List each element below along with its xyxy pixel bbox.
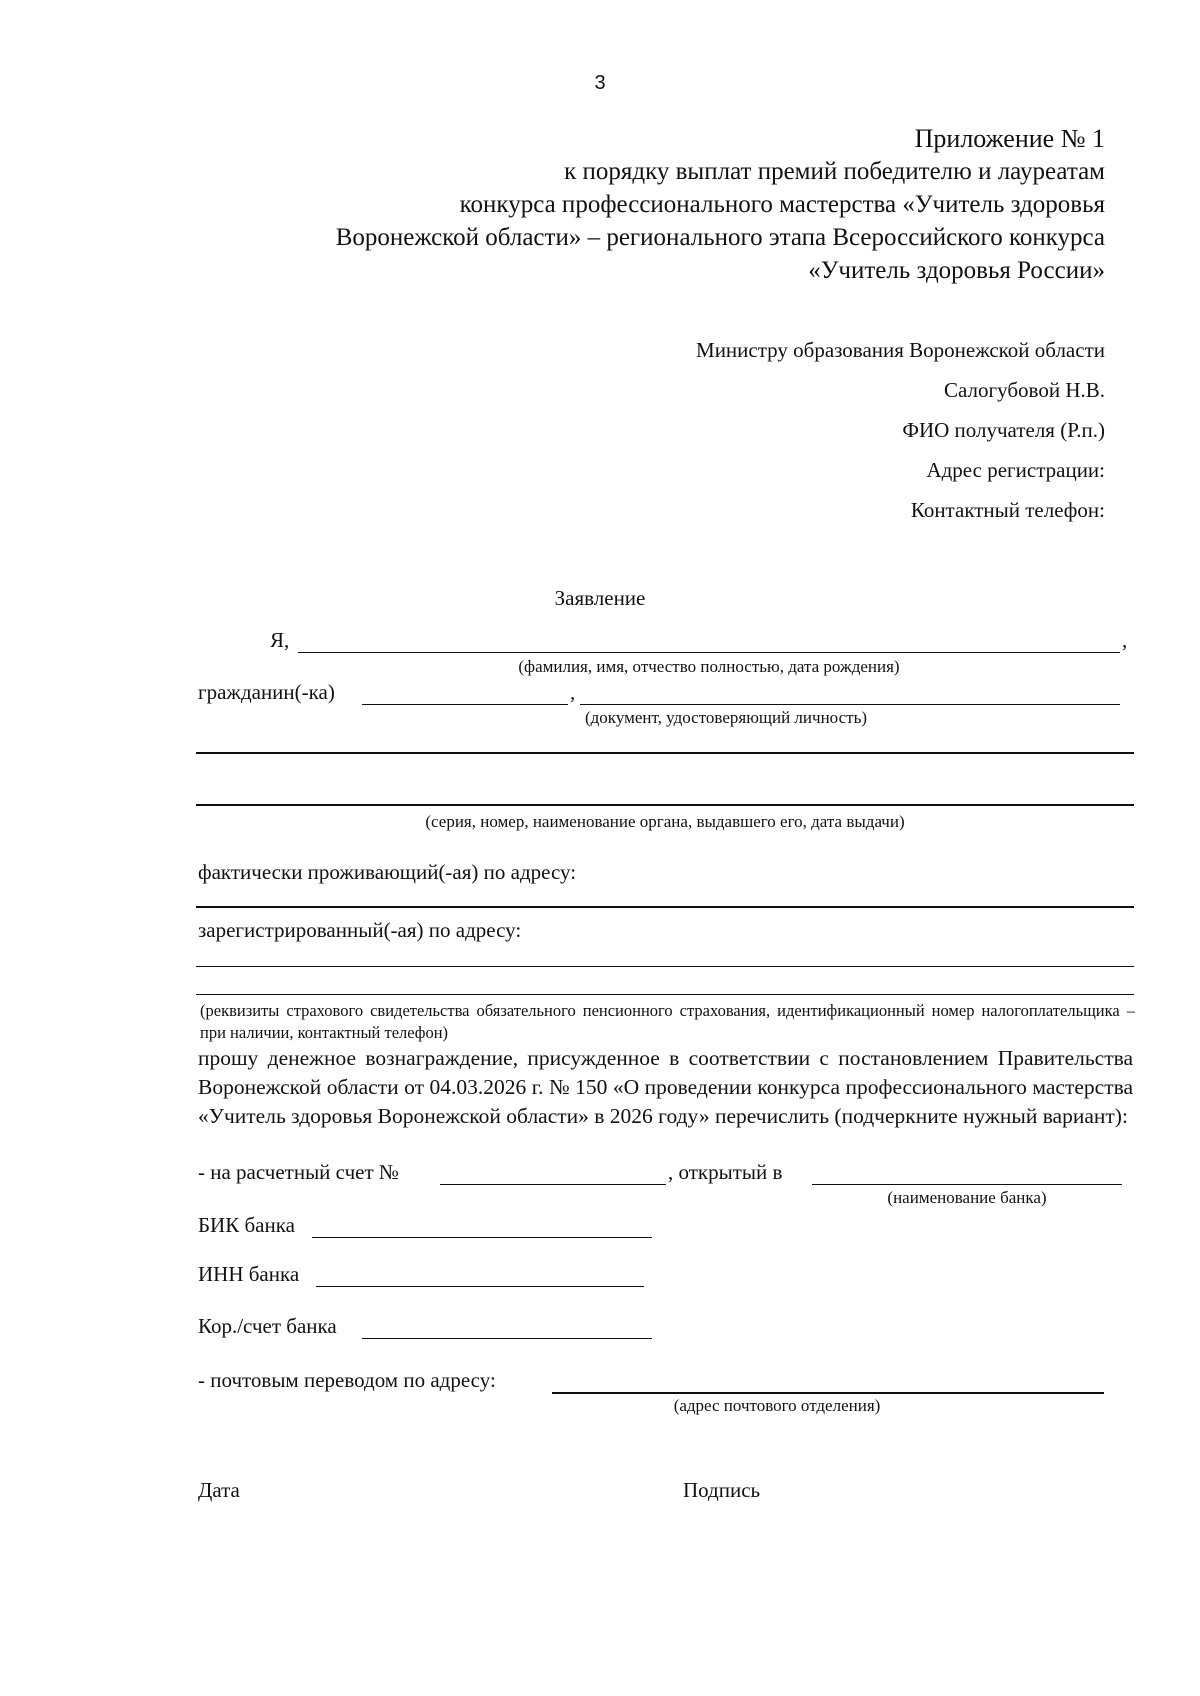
- series-caption: (серия, номер, наименование органа, выдавшего его, дата выдачи): [425, 812, 905, 831]
- postal-label: - почтовым переводом по адресу:: [198, 1368, 496, 1392]
- page-number: 3: [594, 72, 606, 94]
- kor-account-field[interactable]: [362, 1314, 652, 1339]
- bank-name-field[interactable]: [812, 1160, 1122, 1185]
- identity-doc-field[interactable]: [580, 680, 1120, 705]
- appendix-title: Приложение № 1: [914, 124, 1105, 153]
- i-label: Я,: [270, 628, 290, 652]
- requisites-field[interactable]: [196, 994, 1134, 995]
- addressee-line: Салогубовой Н.В.: [944, 378, 1105, 402]
- appendix-line: Воронежской области» – регионального этапа Всероссийского конкурса: [335, 224, 1105, 251]
- actual-address-field[interactable]: [196, 906, 1134, 908]
- citizenship-field[interactable]: [362, 680, 568, 705]
- account-number-field[interactable]: [440, 1160, 666, 1185]
- account-label: - на расчетный счет №: [198, 1160, 399, 1184]
- signature-label: Подпись: [683, 1478, 761, 1502]
- bank-name-caption: (наименование банка): [887, 1188, 1047, 1207]
- kor-label: Кор./счет банка: [198, 1314, 337, 1338]
- addressee-line: Адрес регистрации:: [926, 458, 1105, 482]
- fio-caption: (фамилия, имя, отчество полностью, дата рождения): [518, 657, 900, 676]
- doc-details-line[interactable]: [196, 752, 1134, 754]
- actual-address-label: фактически проживающий(-ая) по адресу:: [198, 860, 577, 884]
- i-comma: ,: [1122, 628, 1128, 652]
- postal-caption: (адрес почтового отделения): [673, 1396, 881, 1415]
- registered-address-label: зарегистрированный(-ая) по адресу:: [198, 918, 522, 942]
- inn-field[interactable]: [316, 1262, 644, 1287]
- addressee-line: Министру образования Воронежской области: [696, 338, 1105, 362]
- registered-address-field[interactable]: [196, 966, 1134, 967]
- requisites-caption: (реквизиты страхового свидетельства обязательного пенсионного страхования, идентификационный номер налогоплательщика – при наличии, контактный телефон): [200, 1001, 1135, 1042]
- document-title: Заявление: [554, 586, 646, 610]
- appendix-line: конкурса профессионального мастерства «Учитель здоровья: [459, 191, 1105, 218]
- fio-field[interactable]: [298, 628, 1120, 653]
- inn-label: ИНН банка: [198, 1262, 300, 1286]
- appendix-line: к порядку выплат премий победителю и лауреатам: [564, 158, 1105, 185]
- doc-caption: (документ, удостоверяющий личность): [585, 708, 867, 727]
- postal-address-field[interactable]: [552, 1368, 1104, 1394]
- request-paragraph: прошу денежное вознаграждение, присужденное в соответствии с постановлением Правительства Воронежской области от 04.03.2026 г. № 150 «О проведении конкурса профессионального мастерства «Учитель здоровья Воронежской области» в 2026 году» перечислить (подчеркните нужный вариант):: [198, 1046, 1133, 1128]
- opened-label: , открытый в: [668, 1160, 783, 1184]
- date-label: Дата: [198, 1478, 240, 1502]
- citizen-comma: ,: [570, 680, 576, 704]
- addressee-line: ФИО получателя (Р.п.): [902, 418, 1105, 442]
- addressee-block: [696, 330, 1105, 530]
- addressee-line: Контактный телефон:: [910, 498, 1105, 522]
- appendix-line: «Учитель здоровья России»: [808, 257, 1105, 284]
- doc-details-line[interactable]: [196, 804, 1134, 806]
- bik-field[interactable]: [312, 1213, 652, 1238]
- appendix-header: [336, 122, 1105, 287]
- citizen-label: гражданин(-ка): [198, 680, 335, 704]
- bik-label: БИК банка: [198, 1213, 295, 1237]
